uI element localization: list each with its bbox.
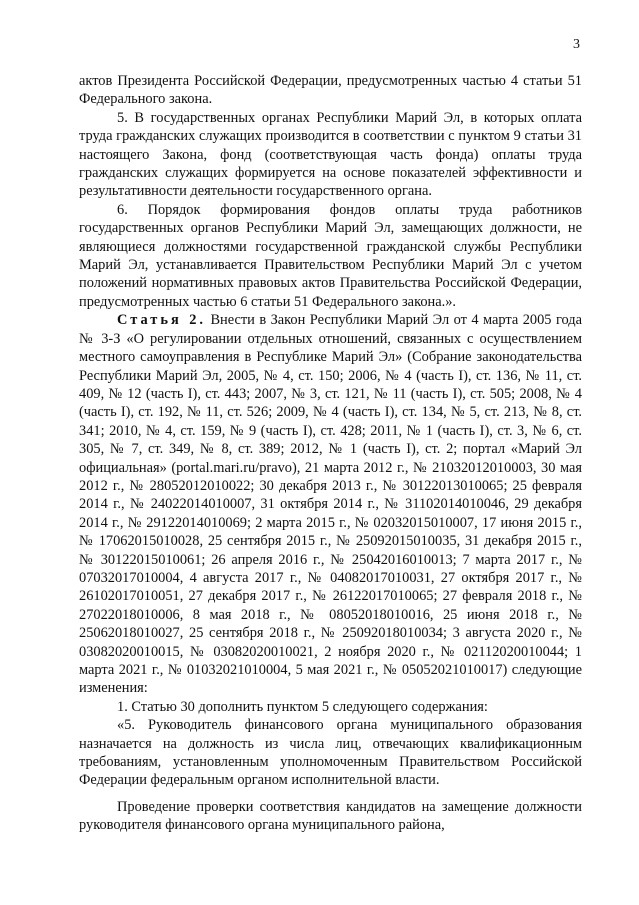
paragraph-item-6: 6. Порядок формирования фондов оплаты труда работников государственных органов Республики Марий Эл, замещающих должности, не являющиеся должностями государственной гражданской службы Республики Марий Эл, устанавливается Правительством Республики Марий Эл с учетом положений нормативных правовых актов Правительства Российской Федерации, предусмотренных частью 6 статьи 51 Федерального закона.». xyxy=(79,201,582,310)
paragraph-item-5: 5. В государственных органах Республики Марий Эл, в которых оплата труда гражданских служащих производится в соответствии с пунктом 9 статьи 31 настоящего Закона, фонд (соответствующая часть фонда) оплаты труда гражданских служащих формируется на основе показателей эффективности и результативности деятельности государственного органа. xyxy=(79,109,582,200)
paragraph-continuation: актов Президента Российской Федерации, предусмотренных частью 4 статьи 51 Федерального закона. xyxy=(79,73,582,108)
quoted-item-5: «5. Руководитель финансового органа муниципального образования назначается на должность из числа лиц, отвечающих квалификационным требованиям, установленным уполномоченным Правительством Российской Федерации федеральным органом исполнительной власти. xyxy=(79,717,582,789)
article-text: Внести в Закон Республики Марий Эл от 4 марта 2005 года № 3-З «О регулировании отдельных отношений, связанных с осуществлением местного самоуправления в Республике Марий Эл» (Собрание законодательства Республики Марий Эл, 2005, № 4, ст. 150; 2006, № 4 (часть I), ст. 136, № 11, ст. 409, № 12 (часть I), ст. 443; 2007, № 3, ст. 121, № 11 (часть I), ст. 505; 2008, № 4 (часть I), ст. 192, № 11, ст. 526; 2009, № 4 (часть I), ст. 134, № 5, ст. 213, № 8, ст. 341; 2010, № 4, ст. 159, № 9 (часть I), ст. 428; 2011, № 1 (часть I), ст. 3, № 6, ст. 305, № 7, ст. 349, № 8, ст. 389; 2012, № 1 (часть I), ст. 2; портал «Марий Эл официальная» (portal.mari.ru/pravo), 21 марта 2012 г., № 21032012010003, 30 мая 2012 г., № 28052012010022; 30 декабря 2013 г., № 30122013010065; 25 февраля 2014 г., № 24022014010007, 31 октября 2014 г., № 31102014010046, 29 декабря 2014 г., № 29122014010069; 2 марта 2015 г., № 02032015010007, 17 июня 2015 г., № 17062015010028, 25 сентября 2015 г., № 25092015010035, 31 декабря 2015 г., № 30122015010061; 26 апреля 2016 г., № 25042016010013; 7 марта 2017 г., № 07032017010004, 4 августа 2017 г., № 04082017010031, 27 октября 2017 г., № 26102017010051, 27 декабря 2017 г., № 26122017010065; 27 февраля 2018 г., № 27022018010006, 8 мая 2018 г., № 08052018010016, 25 июня 2018 г., № 25062018010027, 25 сентября 2018 г., № 25092018010034; 3 августа 2020 г., № 03082020010015, № 03082020010021, 2 ноября 2020 г., № 02112020010044; 1 марта 2021 г., № 01032021010004, 5 мая 2021 г., № 05052021010017) следующие изменения: xyxy=(79,312,582,697)
article-2-paragraph xyxy=(79,311,582,698)
paragraph-verification: Проведение проверки соответствия кандидатов на замещение должности руководителя финансового органа муниципального района, xyxy=(79,798,582,834)
document-body xyxy=(79,72,582,835)
amendment-item-1: 1. Статью 30 дополнить пунктом 5 следующего содержания: xyxy=(117,698,488,715)
article-label: Статья 2. xyxy=(117,312,206,329)
page-number: 3 xyxy=(573,37,580,52)
